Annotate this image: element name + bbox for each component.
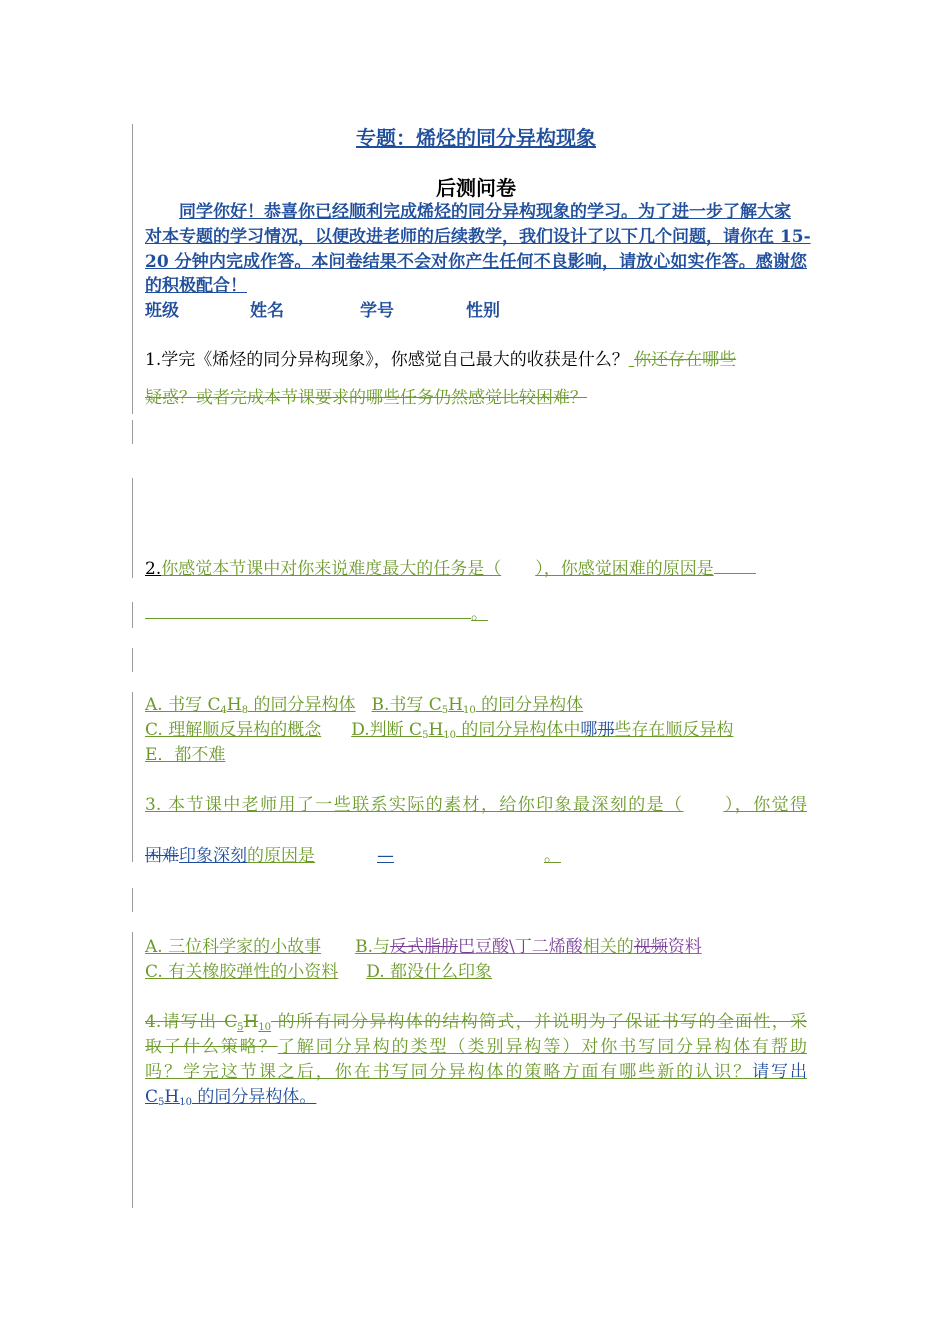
option-d: D. 都没什么印象: [366, 962, 493, 982]
option-b: B.书写 $C_5H_{10}$ 的同分异构体: [371, 695, 584, 716]
question-2-options-row-2: [145, 718, 807, 742]
question-2-options-row-3: [145, 743, 807, 767]
deleted-text: 疑惑？或者完成本节课要求的哪些任务仍然感觉比较困难？: [145, 388, 587, 408]
question-1-text: 1.学完《烯烃的同分异构现象》，你感觉自己最大的收获是什么？: [145, 350, 629, 370]
deleted-text: 困难: [145, 846, 179, 866]
question-2-line-1: 2.你感觉本节课中对你来说难度最大的任务是（ ），你感觉困难的原因是: [145, 555, 807, 581]
question-4-line-2: [145, 1035, 807, 1059]
name-label: 姓名: [250, 301, 284, 321]
question-2-line-2: 。: [145, 600, 807, 626]
change-bar: [132, 932, 133, 1208]
option-c: C. 有关橡胶弹性的小资料: [145, 962, 339, 982]
option-b: B.与反式脂肪巴豆酸\丁二烯酸相关的视频资料: [355, 937, 702, 957]
intro-line: 20 分钟内完成作答。本问卷结果不会对你产生任何不良影响，请放心如实作答。感谢您: [145, 252, 807, 272]
page-title: 专题：烯烃的同分异构现象: [356, 126, 596, 150]
inserted-text: 吗？学完这节课之后，你在书写同分异构体的策略方面有哪些新的认识？: [145, 1062, 753, 1082]
change-bar: [132, 888, 133, 912]
question-3-options-row-1: [145, 935, 807, 959]
page-subtitle: 后测问卷: [436, 176, 516, 200]
change-bar: [132, 602, 133, 628]
inserted-text: 了解同分异构的类型（类别异构等）对你书写同分异构体有帮助: [277, 1037, 808, 1057]
question-3-options-row-2: [145, 960, 807, 984]
inserted-text: 印象深刻: [179, 846, 247, 866]
deleted-text: 你还存在哪些: [634, 350, 737, 370]
option-a: A. 三位科学家的小故事: [145, 937, 322, 957]
intro-line: 的积极配合！: [145, 276, 247, 296]
question-3-line-1: 3. 本节课中老师用了一些联系实际的素材，给你印象最深刻的是（ ），你觉得: [145, 795, 808, 815]
student-id-label: 学号: [360, 301, 394, 321]
class-label: 班级: [145, 301, 179, 321]
change-bar: [132, 692, 133, 862]
deleted-text: 视频: [633, 937, 668, 957]
question-2-text: 你感觉本节课中对你来说难度最大的任务是（: [161, 559, 502, 579]
gender-label: 性别: [466, 301, 500, 321]
info-fields: [145, 299, 530, 323]
intro-line: 同学你好！恭喜你已经顺利完成烯烃的同分异构现象的学习。为了进一步了解大家: [179, 202, 791, 222]
intro-line: 对本专题的学习情况，以便改进老师的后续教学，我们设计了以下几个问题，请你在 15-: [145, 227, 811, 247]
deleted-text: 那: [597, 720, 615, 740]
change-bar: [132, 478, 133, 578]
inserted-text: 巴豆酸\丁二烯酸: [458, 937, 583, 957]
question-2-options-row-1: [145, 693, 807, 717]
change-bar: [132, 648, 133, 672]
change-bar: [132, 124, 133, 414]
deleted-text: 反式脂肪: [390, 937, 458, 957]
option-d: D.判断 $C_5H_{10}$ 的同分异构体中哪那些存在顺反异构: [351, 720, 734, 741]
question-3-line-2: 困难印象深刻的原因是 — 。: [145, 846, 561, 866]
question-3-text: 3. 本节课中老师用了一些联系实际的素材，给你印象最深刻的是（: [145, 795, 684, 815]
answer-blank[interactable]: [145, 600, 471, 619]
deleted-text: 取了什么策略？: [145, 1037, 278, 1057]
option-e: E．都不难: [145, 745, 226, 765]
question-4-line-4: $C_5H_{10}$ 的同分异构体。: [145, 1087, 317, 1108]
question-4-line-3: 吗？学完这节课之后，你在书写同分异构体的策略方面有哪些新的认识？请写出: [145, 1062, 808, 1082]
deleted-text: 4.请写出 $C_5H_{10}$ 的所有同分异构体的结构简式，并说明为了保证书写的全面性，采: [145, 1012, 807, 1033]
answer-blank[interactable]: [714, 555, 756, 574]
option-c: C. 理解顺反异构的概念: [145, 720, 322, 740]
inserted-text: 哪: [580, 720, 598, 740]
question-1-line-1: [145, 348, 807, 372]
change-bar: [132, 420, 133, 444]
option-a: A. 书写 $C_4H_8$ 的同分异构体: [145, 695, 356, 716]
question-1-line-2: [145, 386, 807, 410]
question-4-line-1: [145, 1010, 807, 1034]
